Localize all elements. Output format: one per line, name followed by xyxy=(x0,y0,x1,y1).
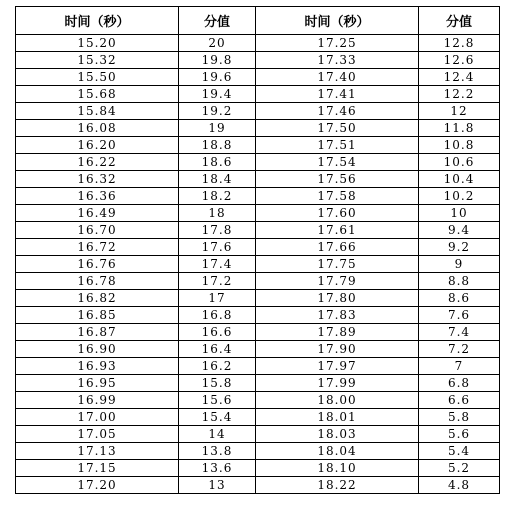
score-right-cell: 12.2 xyxy=(419,86,500,103)
table-row xyxy=(16,273,500,290)
score-right-cell: 12.6 xyxy=(419,52,500,69)
time-left-cell: 16.76 xyxy=(16,256,179,273)
time-right-cell: 17.97 xyxy=(256,358,419,375)
score-left-cell: 16.8 xyxy=(179,307,256,324)
time-right-cell: 17.56 xyxy=(256,171,419,188)
time-right-cell: 17.40 xyxy=(256,69,419,86)
time-left-cell: 16.85 xyxy=(16,307,179,324)
header-time-left: 时间（秒） xyxy=(16,7,179,35)
table-row xyxy=(16,52,500,69)
score-right-cell: 8.8 xyxy=(419,273,500,290)
time-right-cell: 17.80 xyxy=(256,290,419,307)
header-score-right: 分值 xyxy=(419,7,500,35)
score-left-cell: 17.6 xyxy=(179,239,256,256)
table-row xyxy=(16,460,500,477)
score-right-cell: 10.6 xyxy=(419,154,500,171)
table-row xyxy=(16,341,500,358)
table-row xyxy=(16,205,500,222)
score-left-cell: 13.6 xyxy=(179,460,256,477)
time-right-cell: 17.60 xyxy=(256,205,419,222)
time-right-cell: 18.03 xyxy=(256,426,419,443)
score-left-cell: 16.6 xyxy=(179,324,256,341)
time-right-cell: 18.00 xyxy=(256,392,419,409)
table-row xyxy=(16,222,500,239)
score-right-cell: 5.4 xyxy=(419,443,500,460)
time-left-cell: 17.05 xyxy=(16,426,179,443)
table-row xyxy=(16,137,500,154)
table-row xyxy=(16,290,500,307)
time-right-cell: 17.51 xyxy=(256,137,419,154)
score-left-cell: 13 xyxy=(179,477,256,494)
table-row xyxy=(16,188,500,205)
table-row xyxy=(16,358,500,375)
score-right-cell: 5.6 xyxy=(419,426,500,443)
time-left-cell: 15.32 xyxy=(16,52,179,69)
score-left-cell: 18 xyxy=(179,205,256,222)
score-left-cell: 15.8 xyxy=(179,375,256,392)
score-left-cell: 17.2 xyxy=(179,273,256,290)
time-left-cell: 15.20 xyxy=(16,35,179,52)
score-left-cell: 20 xyxy=(179,35,256,52)
score-left-cell: 19.4 xyxy=(179,86,256,103)
score-right-cell: 6.8 xyxy=(419,375,500,392)
time-right-cell: 18.01 xyxy=(256,409,419,426)
score-left-cell: 18.6 xyxy=(179,154,256,171)
score-table xyxy=(15,6,500,494)
time-right-cell: 17.33 xyxy=(256,52,419,69)
table-row xyxy=(16,171,500,188)
time-right-cell: 18.10 xyxy=(256,460,419,477)
table-row xyxy=(16,409,500,426)
score-left-cell: 14 xyxy=(179,426,256,443)
time-right-cell: 17.41 xyxy=(256,86,419,103)
time-right-cell: 17.46 xyxy=(256,103,419,120)
table-row xyxy=(16,154,500,171)
score-right-cell: 12.4 xyxy=(419,69,500,86)
time-left-cell: 16.70 xyxy=(16,222,179,239)
time-left-cell: 16.49 xyxy=(16,205,179,222)
table-row xyxy=(16,392,500,409)
time-left-cell: 16.32 xyxy=(16,171,179,188)
time-right-cell: 17.61 xyxy=(256,222,419,239)
time-left-cell: 16.87 xyxy=(16,324,179,341)
time-left-cell: 16.20 xyxy=(16,137,179,154)
score-right-cell: 8.6 xyxy=(419,290,500,307)
time-left-cell: 15.50 xyxy=(16,69,179,86)
table-row xyxy=(16,443,500,460)
score-right-cell: 6.6 xyxy=(419,392,500,409)
score-right-cell: 7.6 xyxy=(419,307,500,324)
time-left-cell: 17.00 xyxy=(16,409,179,426)
table-row xyxy=(16,35,500,52)
time-left-cell: 16.36 xyxy=(16,188,179,205)
table-row xyxy=(16,307,500,324)
time-right-cell: 17.99 xyxy=(256,375,419,392)
time-right-cell: 17.89 xyxy=(256,324,419,341)
time-left-cell: 16.08 xyxy=(16,120,179,137)
table-row xyxy=(16,426,500,443)
time-right-cell: 17.79 xyxy=(256,273,419,290)
score-left-cell: 18.4 xyxy=(179,171,256,188)
table-body xyxy=(16,35,500,494)
score-right-cell: 9 xyxy=(419,256,500,273)
time-right-cell: 17.54 xyxy=(256,154,419,171)
table-row xyxy=(16,375,500,392)
time-right-cell: 18.22 xyxy=(256,477,419,494)
score-right-cell: 7.2 xyxy=(419,341,500,358)
score-left-cell: 13.8 xyxy=(179,443,256,460)
time-right-cell: 18.04 xyxy=(256,443,419,460)
time-left-cell: 16.22 xyxy=(16,154,179,171)
table-row xyxy=(16,103,500,120)
score-right-cell: 5.2 xyxy=(419,460,500,477)
score-right-cell: 10.2 xyxy=(419,188,500,205)
header-row xyxy=(16,7,500,35)
table-row xyxy=(16,239,500,256)
time-left-cell: 15.68 xyxy=(16,86,179,103)
score-left-cell: 19.6 xyxy=(179,69,256,86)
time-right-cell: 17.50 xyxy=(256,120,419,137)
score-left-cell: 19.2 xyxy=(179,103,256,120)
table-row xyxy=(16,477,500,494)
time-left-cell: 16.72 xyxy=(16,239,179,256)
time-left-cell: 17.15 xyxy=(16,460,179,477)
score-right-cell: 9.4 xyxy=(419,222,500,239)
score-left-cell: 18.2 xyxy=(179,188,256,205)
score-right-cell: 5.8 xyxy=(419,409,500,426)
table-row xyxy=(16,324,500,341)
time-left-cell: 16.99 xyxy=(16,392,179,409)
score-left-cell: 16.4 xyxy=(179,341,256,358)
table-row xyxy=(16,86,500,103)
time-right-cell: 17.58 xyxy=(256,188,419,205)
time-right-cell: 17.25 xyxy=(256,35,419,52)
header-time-right: 时间（秒） xyxy=(256,7,419,35)
score-left-cell: 19 xyxy=(179,120,256,137)
table-header xyxy=(16,7,500,35)
time-left-cell: 16.93 xyxy=(16,358,179,375)
time-left-cell: 16.95 xyxy=(16,375,179,392)
score-right-cell: 10 xyxy=(419,205,500,222)
time-left-cell: 15.84 xyxy=(16,103,179,120)
score-left-cell: 17.8 xyxy=(179,222,256,239)
score-left-cell: 19.8 xyxy=(179,52,256,69)
time-left-cell: 16.82 xyxy=(16,290,179,307)
time-left-cell: 16.90 xyxy=(16,341,179,358)
score-right-cell: 9.2 xyxy=(419,239,500,256)
score-right-cell: 10.8 xyxy=(419,137,500,154)
time-right-cell: 17.66 xyxy=(256,239,419,256)
header-score-left: 分值 xyxy=(179,7,256,35)
score-right-cell: 12 xyxy=(419,103,500,120)
score-left-cell: 17.4 xyxy=(179,256,256,273)
score-left-cell: 16.2 xyxy=(179,358,256,375)
table-row xyxy=(16,120,500,137)
score-right-cell: 11.8 xyxy=(419,120,500,137)
score-right-cell: 12.8 xyxy=(419,35,500,52)
score-left-cell: 15.6 xyxy=(179,392,256,409)
score-left-cell: 18.8 xyxy=(179,137,256,154)
score-right-cell: 7 xyxy=(419,358,500,375)
time-left-cell: 16.78 xyxy=(16,273,179,290)
time-right-cell: 17.90 xyxy=(256,341,419,358)
time-left-cell: 17.13 xyxy=(16,443,179,460)
table-row xyxy=(16,69,500,86)
time-right-cell: 17.75 xyxy=(256,256,419,273)
table-row xyxy=(16,256,500,273)
time-right-cell: 17.83 xyxy=(256,307,419,324)
time-left-cell: 17.20 xyxy=(16,477,179,494)
score-right-cell: 7.4 xyxy=(419,324,500,341)
score-left-cell: 15.4 xyxy=(179,409,256,426)
score-right-cell: 10.4 xyxy=(419,171,500,188)
score-right-cell: 4.8 xyxy=(419,477,500,494)
score-left-cell: 17 xyxy=(179,290,256,307)
